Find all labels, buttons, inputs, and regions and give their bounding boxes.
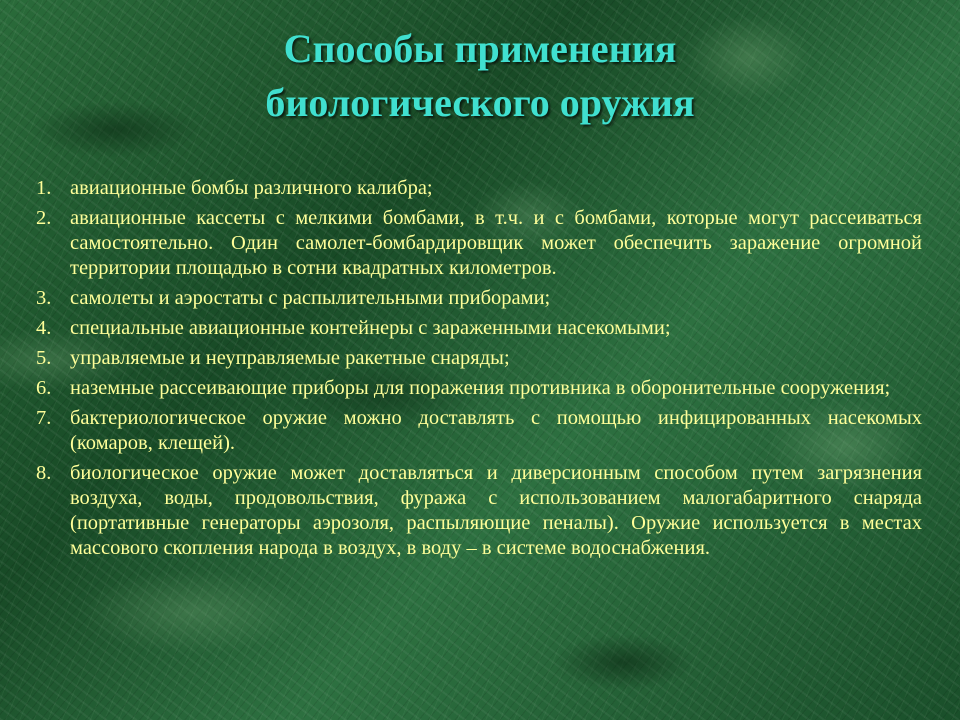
list-item-text: биологическое оружие может доставляться и диверсионным способом путем загрязнения воздуха, воды, продовольствия, фуража с использованием малогабаритного снаряда (портативные генераторы аэрозоля, распыляющие пеналы). Оружие используется в местах массового скопления народа в воздух, в воду – в системе водоснабжения. bbox=[70, 462, 922, 559]
list-item-number: 1. bbox=[36, 177, 52, 199]
list-item-number: 6. bbox=[36, 377, 52, 399]
list-item bbox=[36, 286, 922, 311]
list-item bbox=[36, 316, 922, 341]
list-item-number: 4. bbox=[36, 317, 52, 339]
list-item-text: авиационные кассеты с мелкими бомбами, в т.ч. и с бомбами, которые могут рассеиваться самостоятельно. Один самолет-бомбардировщик может обеспечить заражение огромной территории площадью в сотни квадратных километров. bbox=[70, 207, 922, 279]
list-item bbox=[36, 176, 922, 201]
list-item bbox=[36, 206, 922, 281]
list-item-number: 5. bbox=[36, 347, 52, 369]
list-item-number: 7. bbox=[36, 407, 52, 429]
list-item bbox=[36, 376, 922, 401]
list-item bbox=[36, 461, 922, 561]
slide-title-line-1: Способы применения bbox=[283, 26, 677, 71]
list-item-number: 2. bbox=[36, 207, 52, 229]
list-item-number: 3. bbox=[36, 287, 52, 309]
methods-list bbox=[36, 176, 922, 566]
list-item-text: наземные рассеивающие приборы для поражения противника в оборонительные сооружения; bbox=[70, 377, 891, 399]
list-item bbox=[36, 346, 922, 371]
list-item-text: специальные авиационные контейнеры с зараженными насекомыми; bbox=[70, 317, 671, 339]
list-item-number: 8. bbox=[36, 462, 52, 484]
slide-title bbox=[0, 22, 960, 130]
list-item-text: самолеты и аэростаты с распылительными приборами; bbox=[70, 287, 551, 309]
list-item-text: бактериологическое оружие можно доставлять с помощью инфицированных насекомых (комаров, клещей). bbox=[70, 407, 922, 454]
list-item-text: управляемые и неуправляемые ракетные снаряды; bbox=[70, 347, 510, 369]
list-item-text: авиационные бомбы различного калибра; bbox=[70, 177, 433, 199]
list-item bbox=[36, 406, 922, 456]
slide-title-line-2: биологического оружия bbox=[265, 80, 695, 125]
